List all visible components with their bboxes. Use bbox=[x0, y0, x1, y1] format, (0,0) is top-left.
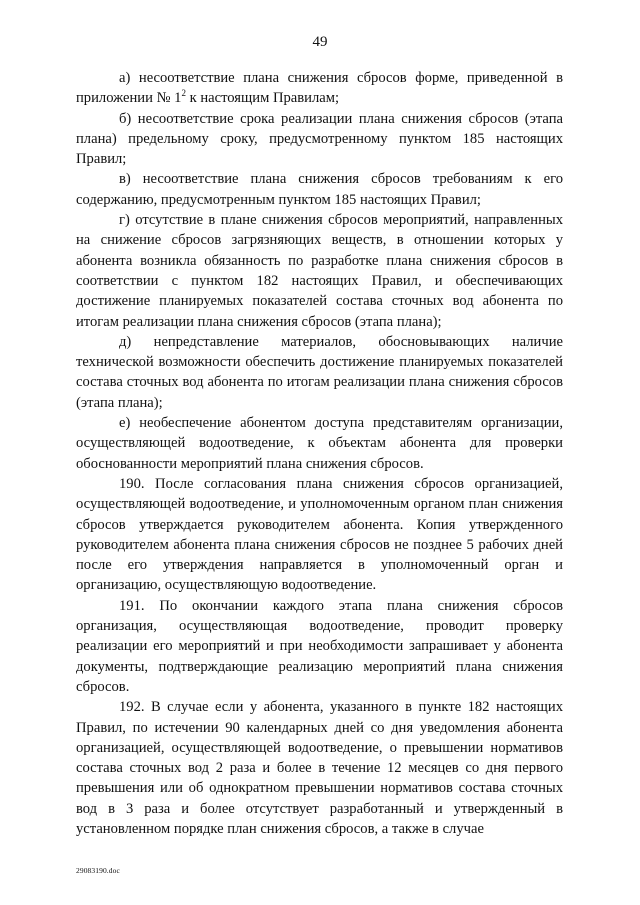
paragraph-d: д) непредставление материалов, обосновывающих наличие технической возможности обеспечить достижение планируемых показателей состава сточных вод абонента по итогам реализации плана снижения сбросов (этапа плана); bbox=[76, 333, 563, 411]
paragraph-191: 191. По окончании каждого этапа плана снижения сбросов организация, осуществляющая водоотведение, проводит проверку реализации его мероприятий и при необходимости запрашивает у абонента документы, подтверждающие реализацию мероприятий плана снижения сбросов. bbox=[76, 597, 563, 695]
paragraph-a-text: а) несоответствие плана снижения сбросов форме, приведенной в приложении № 1 bbox=[76, 70, 563, 107]
paragraph-b: б) несоответствие срока реализации плана снижения сбросов (этапа плана) предельному сроку, предусмотренному пунктом 185 настоящих Правил; bbox=[76, 110, 563, 168]
paragraph-a-tail: к настоящим Правилам; bbox=[185, 90, 340, 107]
paragraph-v: в) несоответствие плана снижения сбросов требованиям к его содержанию, предусмотренным пунктом 185 настоящих Правил; bbox=[76, 171, 563, 208]
paragraph-190: 190. После согласования плана снижения сбросов организацией, осуществляющей водоотведение, и уполномоченным органом план снижения сбросов утверждается руководителем абонента. Копия утвержденного руководителем абонента плана снижения сбросов не позднее 5 рабочих дней после его утверждения направляется в уполномоченный орган и организацию, осуществляющую водоотведение. bbox=[76, 475, 563, 594]
document-body bbox=[76, 68, 563, 839]
document-filename: 29083190.doc bbox=[76, 866, 120, 875]
paragraph-192: 192. В случае если у абонента, указанного в пункте 182 настоящих Правил, по истечении 90 календарных дней со дня уведомления абонента организацией, осуществляющей водоотведение, о превышении нормативов состава сточных вод 2 раза и более в течение 12 месяцев со дня первого превышения или об однократном превышении нормативов состава сточных вод в 3 раза и более отсутствует разработанный и утвержденный в установленном порядке план снижения сбросов, а также в случае bbox=[76, 699, 563, 837]
page-number: 49 bbox=[312, 34, 328, 50]
paragraph-g: г) отсутствие в плане снижения сбросов мероприятий, направленных на снижение сбросов загрязняющих веществ, в отношении которых у абонента возникла обязанность по разработке плана снижения сбросов в соответствии с пунктом 182 настоящих Правил, и обеспечивающих достижение планируемых показателей состава сточных вод абонента по итогам реализации плана снижения сбросов (этапа плана); bbox=[76, 212, 563, 330]
paragraph-a bbox=[76, 68, 563, 109]
paragraph-e: е) необеспечение абонентом доступа представителям организации, осуществляющей водоотведение, к объектам абонента для проверки обоснованности мероприятий плана снижения сбросов. bbox=[76, 415, 563, 472]
appendix-superscript: 2 bbox=[181, 88, 186, 99]
